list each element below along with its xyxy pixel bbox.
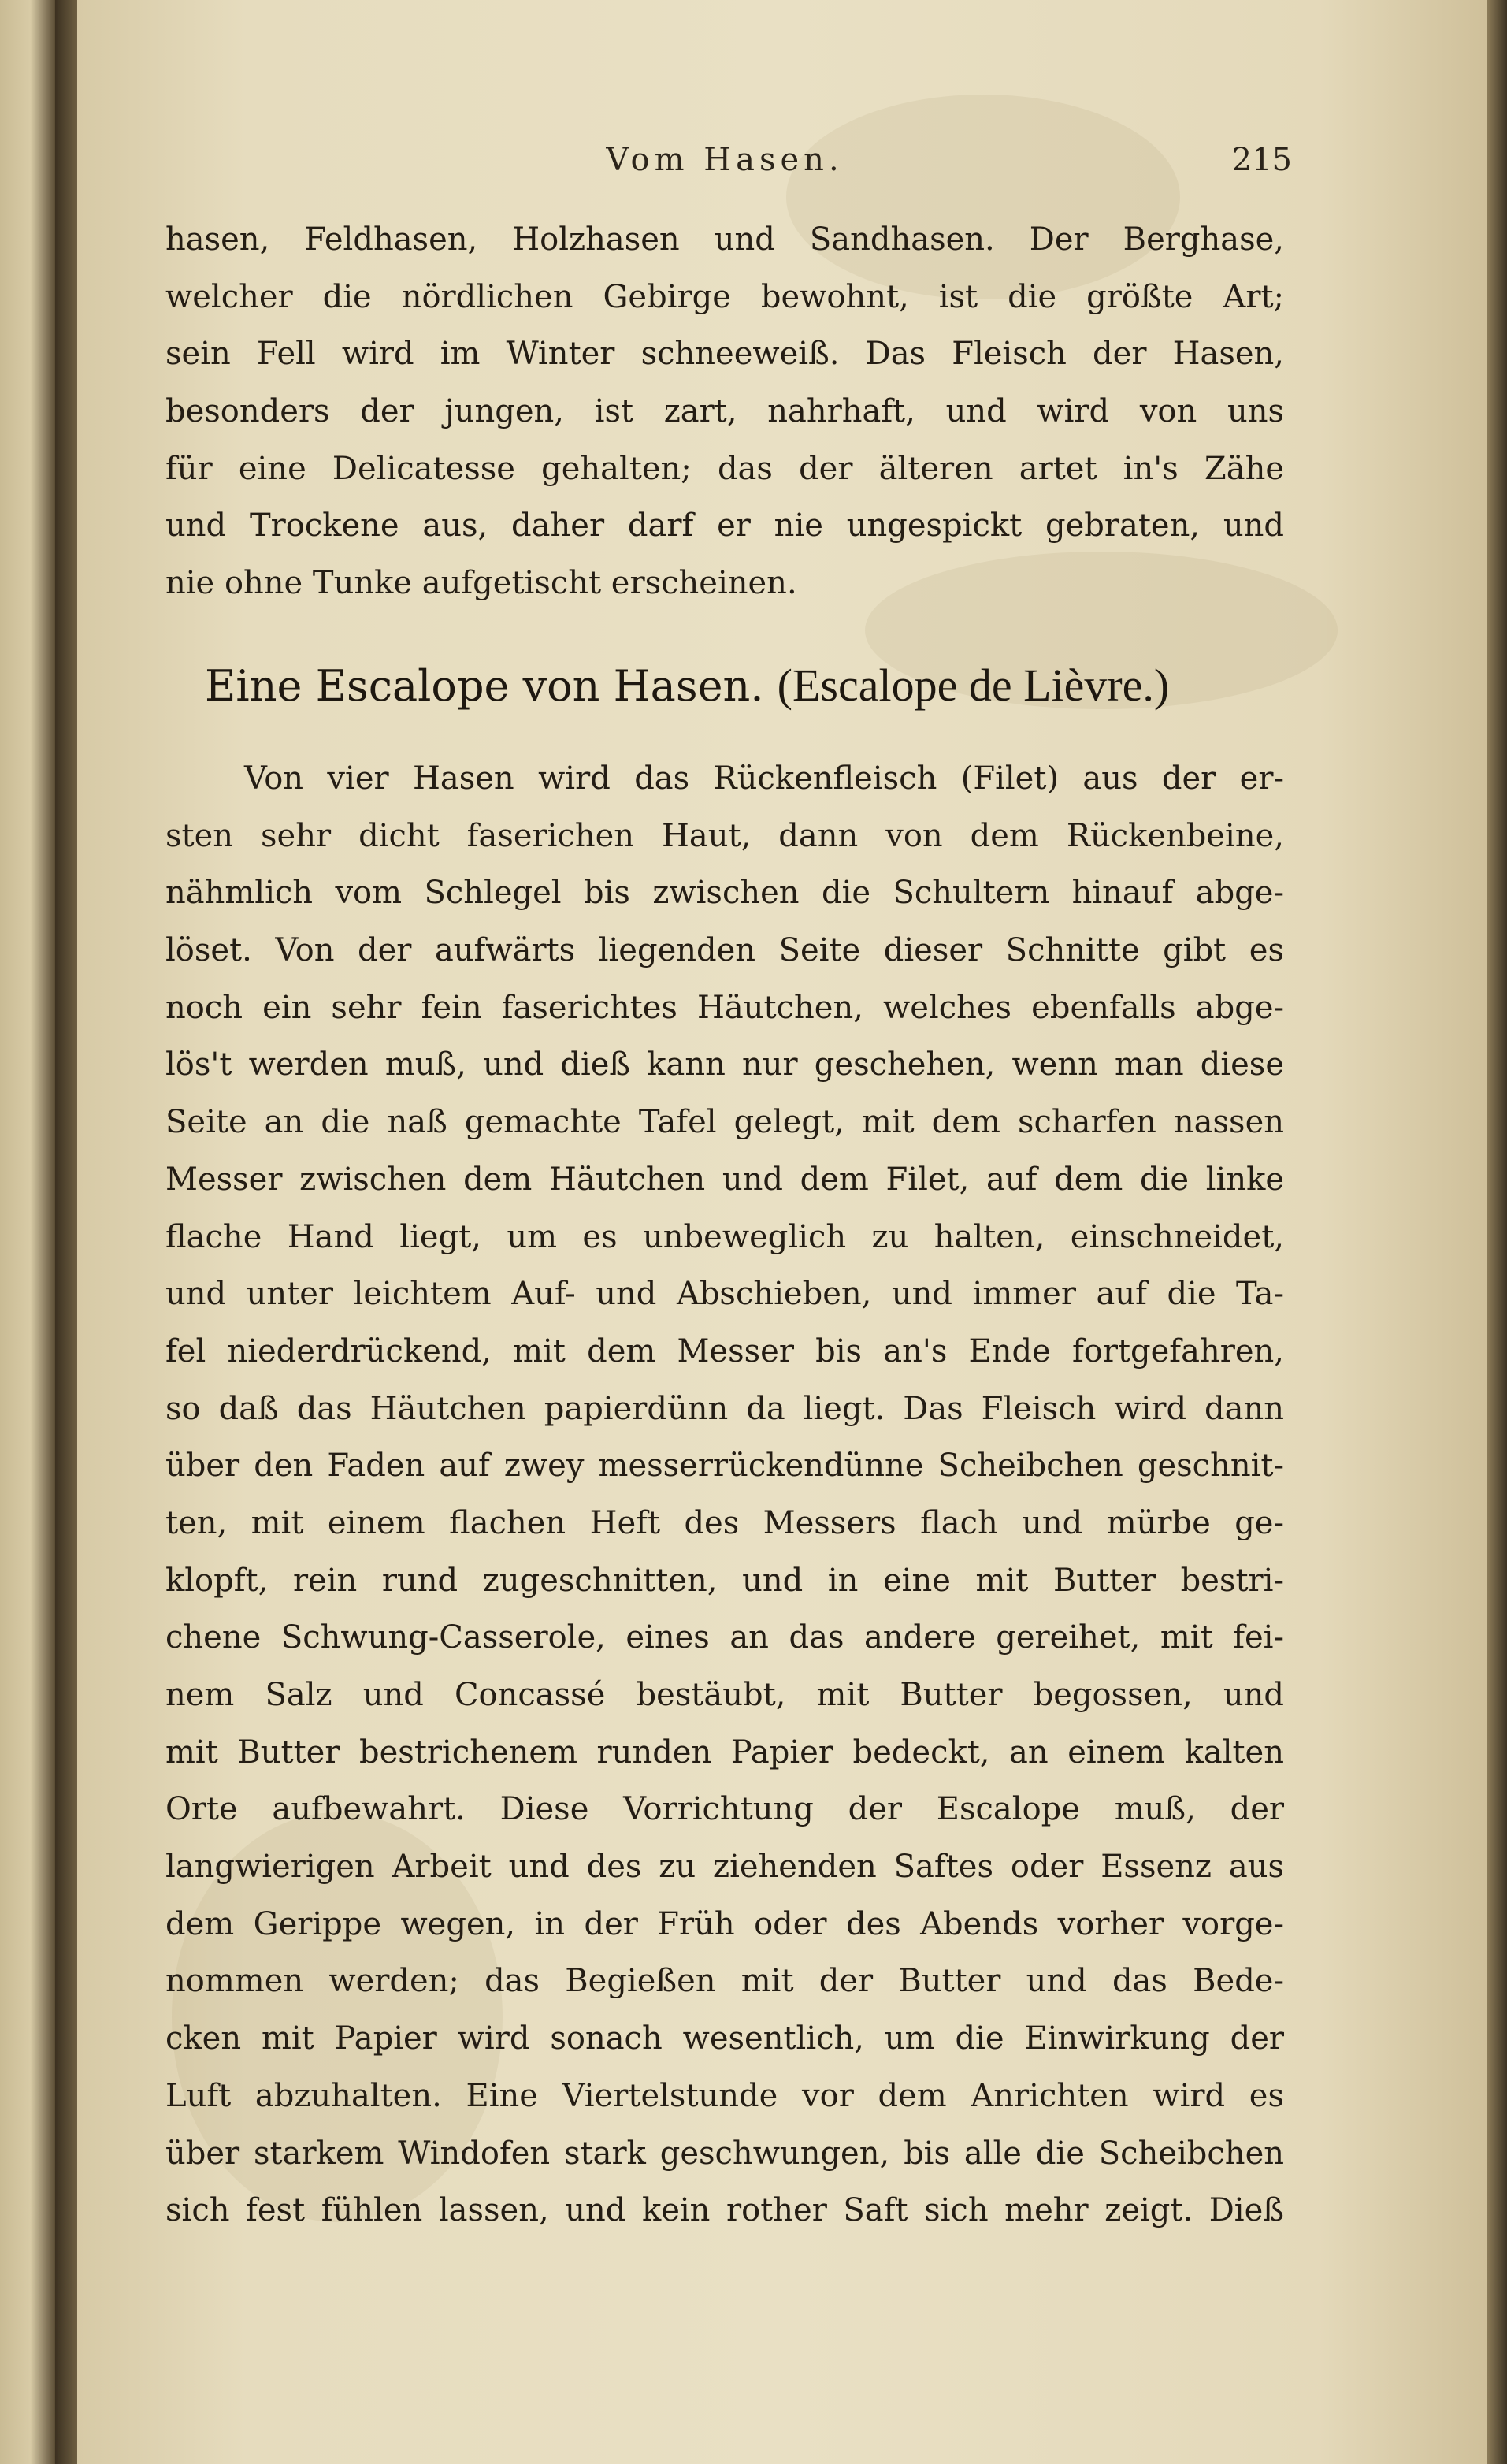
text-line: cken mit Papier wird sonach wesentlich, um die Einwirkung der — [165, 2020, 1284, 2057]
text-line: besonders der jungen, ist zart, nahrhaft, und wird von uns — [165, 393, 1284, 430]
text-line: und Trockene aus, daher darf er nie ungespickt gebraten, und — [165, 507, 1284, 544]
page-fore-edge — [1487, 0, 1507, 2464]
book-gutter — [55, 0, 77, 2464]
text-line: für eine Delicatesse gehalten; das der älteren artet in's Zähe — [165, 450, 1284, 487]
text-line: langwierigen Arbeit und des zu ziehenden Saftes oder Essenz aus — [165, 1849, 1284, 1886]
heading-french: (Escalope de Lièvre.) — [777, 660, 1170, 711]
page-header — [158, 142, 1292, 189]
text-line: Luft abzuhalten. Eine Viertelstunde vor dem Anrichten wird es — [165, 2077, 1284, 2114]
text-line: lös't werden muß, und dieß kann nur geschehen, wenn man diese — [165, 1046, 1284, 1083]
text-line: nem Salz und Concassé bestäubt, mit Butter begossen, und — [165, 1677, 1284, 1713]
text-line: Messer zwischen dem Häutchen und dem Filet, auf dem die linke — [165, 1161, 1284, 1198]
text-line: Seite an die naß gemachte Tafel gelegt, mit dem scharfen nassen — [165, 1104, 1284, 1141]
text-line: klopft, rein rund zugeschnitten, und in eine mit Butter bestri- — [165, 1562, 1284, 1599]
recipe-paragraph — [165, 750, 1284, 2239]
text-line: sich fest fühlen lassen, und kein rother Saft sich mehr zeigt. Dieß — [165, 2192, 1284, 2229]
text-line: welcher die nördlichen Gebirge bewohnt, ist die größte Art; — [165, 278, 1284, 315]
text-line: dem Gerippe wegen, in der Früh oder des Abends vorher vorge- — [165, 1905, 1284, 1942]
text-line: mit Butter bestrichenem runden Papier bedeckt, an einem kalten — [165, 1734, 1284, 1771]
text-line: sein Fell wird im Winter schneeweiß. Das Fleisch der Hasen, — [165, 336, 1284, 373]
text-line: noch ein sehr fein faserichtes Häutchen, welches ebenfalls abge- — [165, 989, 1284, 1026]
section-heading — [205, 650, 1308, 722]
text-line: Von vier Hasen wird das Rückenfleisch (Filet) aus der er- — [244, 760, 1284, 797]
text-line: chene Schwung-Casserole, eines an das andere gereihet, mit fei- — [165, 1619, 1284, 1656]
page-number: 215 — [1231, 142, 1292, 178]
text-line: flache Hand liegt, um es unbeweglich zu halten, einschneidet, — [165, 1218, 1284, 1255]
text-line: ten, mit einem flachen Heft des Messers flach und mürbe ge- — [165, 1504, 1284, 1541]
text-line: nähmlich vom Schlegel bis zwischen die Schultern hinauf abge- — [165, 875, 1284, 912]
intro-paragraph — [165, 211, 1284, 612]
text-line: Orte aufbewahrt. Diese Vorrichtung der Escalope muß, der — [165, 1791, 1284, 1828]
text-line: über den Faden auf zwey messerrückendünne Scheibchen geschnit- — [165, 1448, 1284, 1485]
text-line: löset. Von der aufwärts liegenden Seite dieser Schnitte gibt es — [165, 932, 1284, 969]
text-line: sten sehr dicht faserichen Haut, dann von dem Rückenbeine, — [165, 817, 1284, 854]
text-line: nie ohne Tunke aufgetischt erscheinen. — [165, 565, 797, 602]
text-line: hasen, Feldhasen, Holzhasen und Sandhasen. Der Berghase, — [165, 221, 1284, 258]
text-line: so daß das Häutchen papierdünn da liegt. Das Fleisch wird dann — [165, 1390, 1284, 1427]
previous-page-edge — [0, 0, 55, 2464]
text-line: fel niederdrückend, mit dem Messer bis an's Ende fortgefahren, — [165, 1332, 1284, 1370]
text-line: über starkem Windofen stark geschwungen, bis alle die Scheibchen — [165, 2135, 1284, 2172]
text-line: nommen werden; das Begießen mit der Butter und das Bede- — [165, 1963, 1284, 2000]
heading-german: Eine Escalope von Hasen. — [205, 661, 764, 711]
running-head: Vom Hasen. — [606, 142, 844, 178]
text-line: und unter leichtem Auf- und Abschieben, und immer auf die Ta- — [165, 1276, 1284, 1313]
